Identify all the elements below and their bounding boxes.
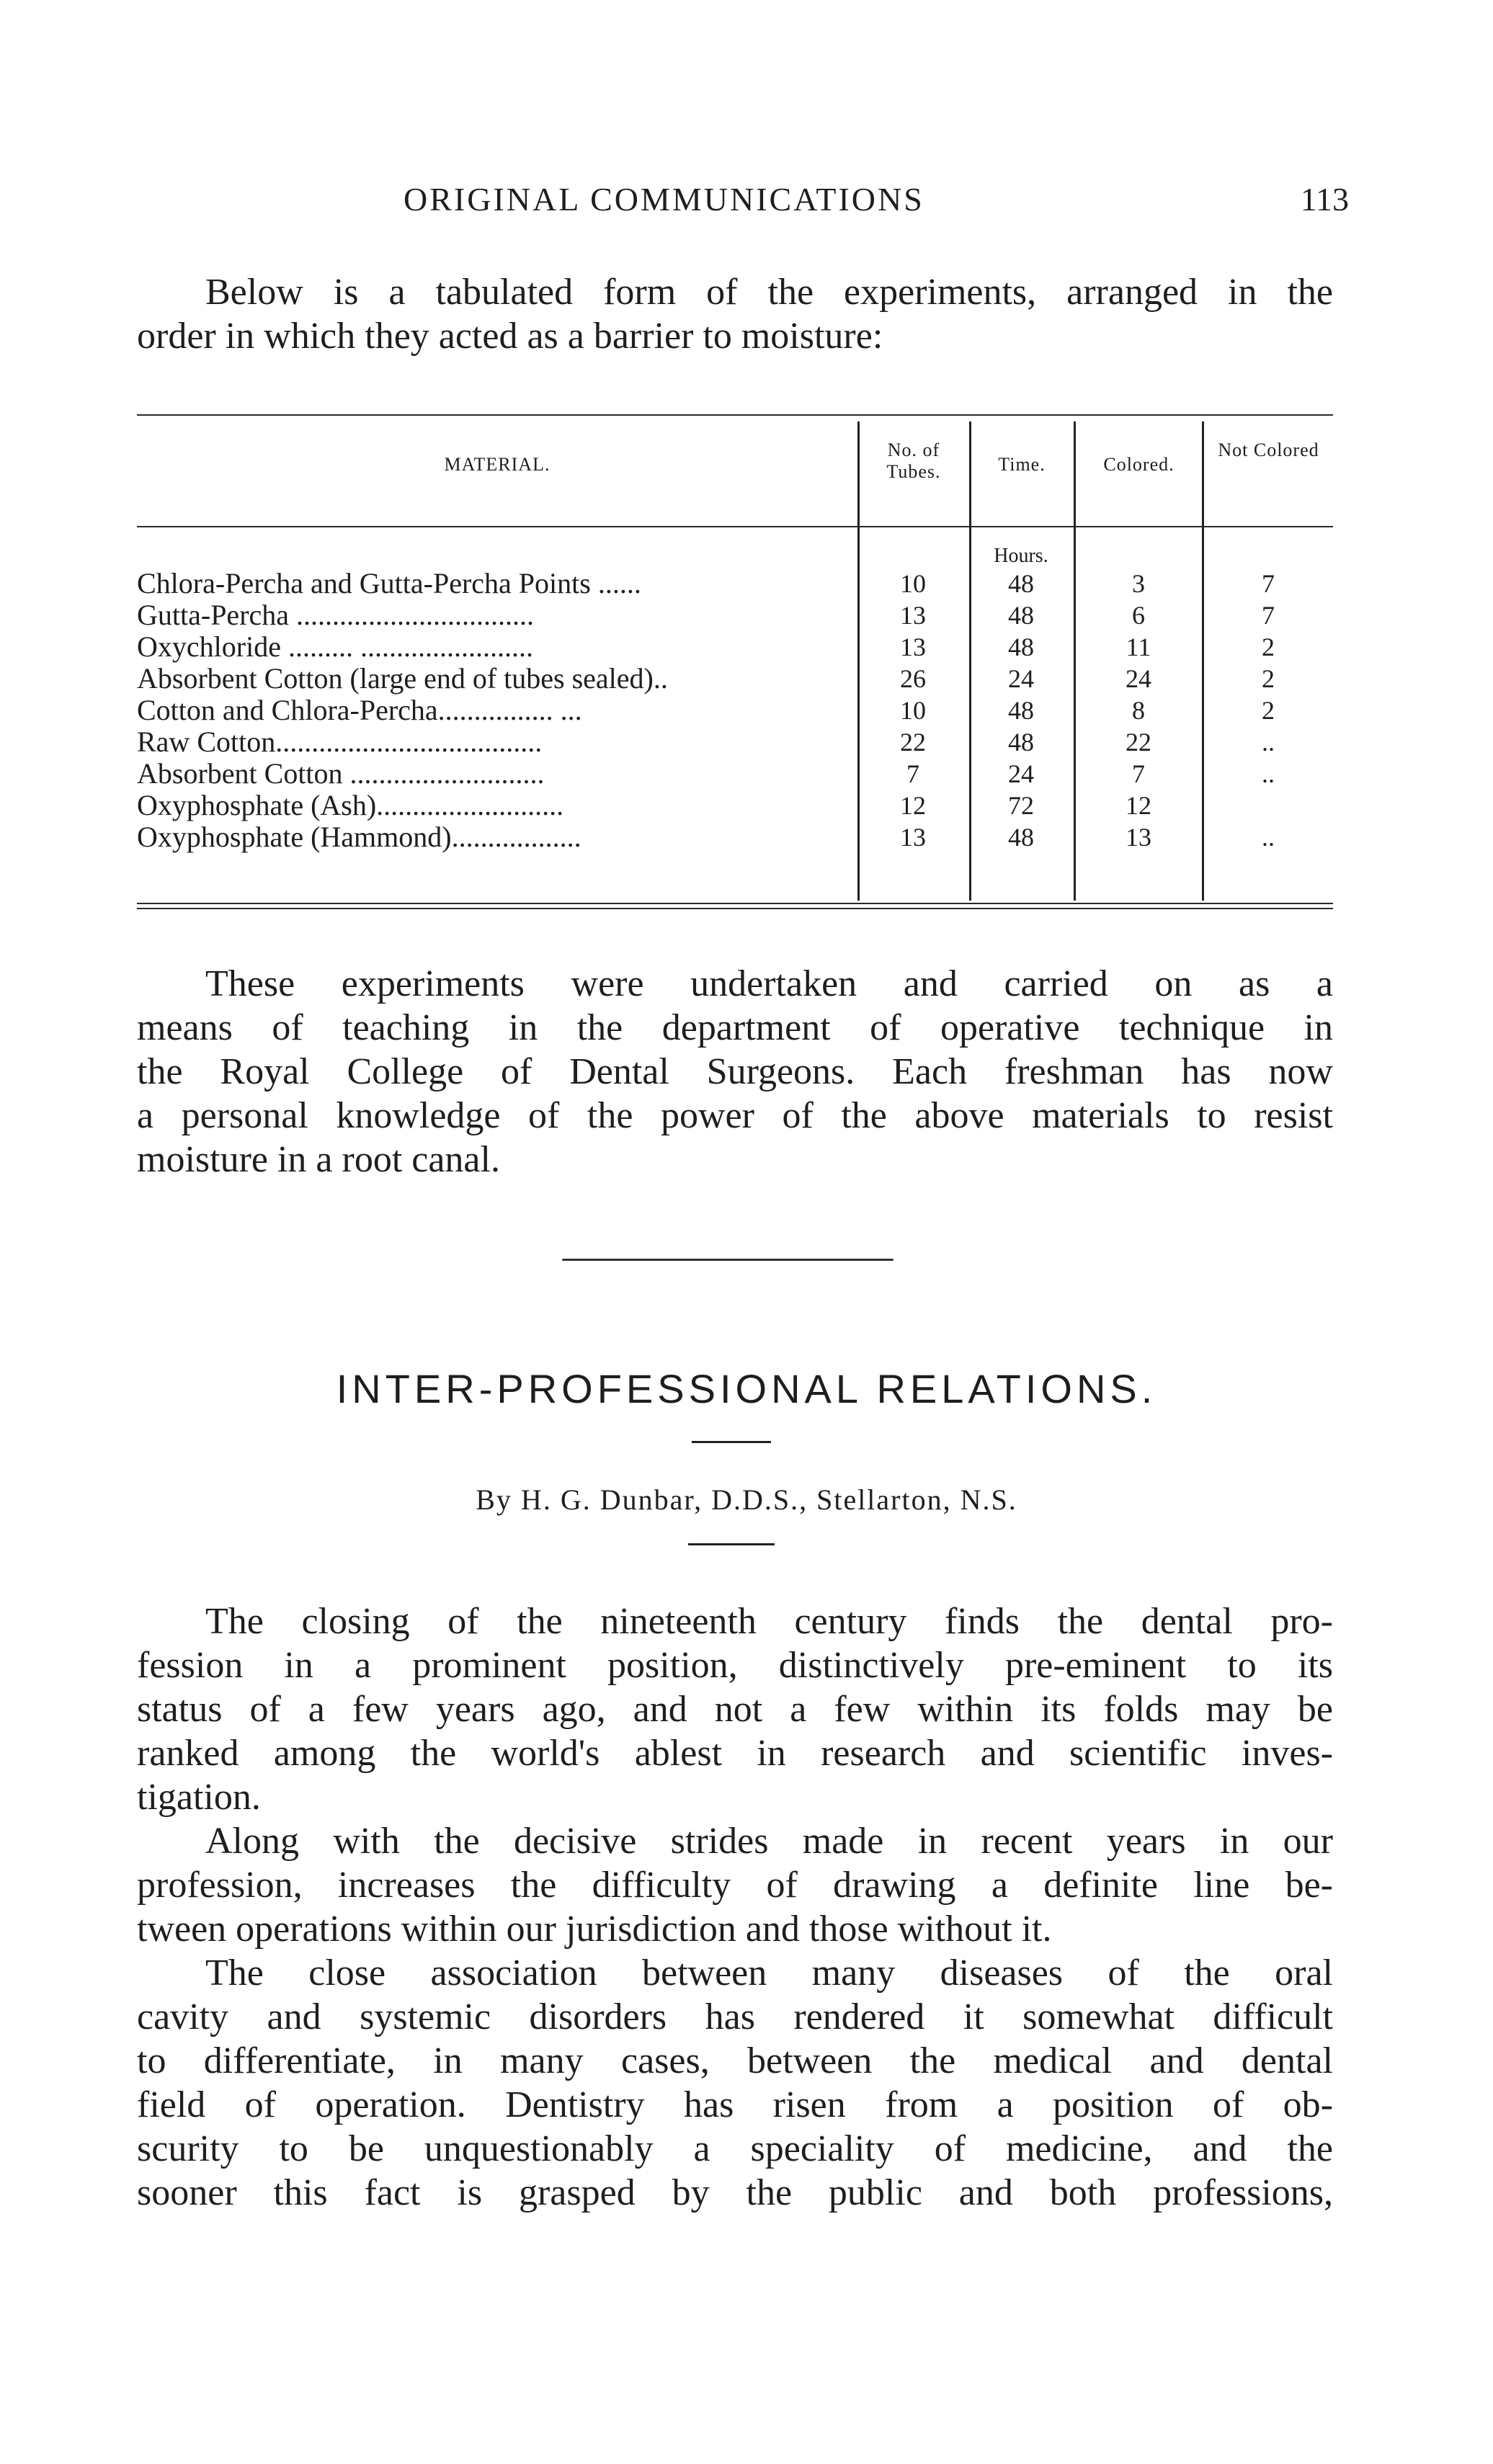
table-cell-not-colored: .. — [1262, 759, 1275, 788]
table-cell-time: 72 — [1008, 791, 1034, 820]
text-line: moisture in a root canal. — [137, 1139, 500, 1180]
table-cell-not-colored: 7 — [1262, 569, 1275, 598]
table-cell-tubes: 26 — [900, 664, 926, 693]
table-cell-time: 24 — [1008, 759, 1034, 788]
table-cell-material: Gutta-Percha ................................. — [137, 599, 535, 631]
table-cell-material: Absorbent Cotton (large end of tubes sealed).. — [137, 662, 668, 695]
table-cell-not-colored: .. — [1262, 823, 1275, 852]
table-cell-tubes: 10 — [900, 569, 926, 598]
table-cell-time: 48 — [1008, 601, 1034, 630]
table-cell-not-colored: 2 — [1262, 696, 1275, 725]
table-cell-material: Raw Cotton..................................... — [137, 726, 543, 758]
table-cell-colored: 24 — [1126, 664, 1151, 693]
column-divider — [1074, 421, 1076, 901]
text-line: cavity and systemic disorders has rendered it somewhat difficult — [137, 1996, 1333, 2037]
experiments-paragraph — [137, 962, 1333, 1182]
table-cell-tubes: 10 — [900, 696, 926, 725]
time-unit: Hours. — [994, 545, 1048, 567]
table-cell-colored: 13 — [1126, 823, 1151, 852]
table-cell-not-colored: 2 — [1262, 633, 1275, 661]
text-line: to differentiate, in many cases, between the medical and dental — [137, 2040, 1333, 2081]
page-number: 113 — [1300, 181, 1349, 218]
table-cell-time: 48 — [1008, 823, 1034, 852]
table-cell-material: Absorbent Cotton ........................... — [137, 757, 545, 790]
text-line: means of teaching in the department of operative technique in — [137, 1007, 1333, 1048]
text-line: These experiments were undertaken and carried on as a — [205, 963, 1333, 1004]
table-cell-tubes: 13 — [900, 601, 926, 630]
table-cell-time: 48 — [1008, 569, 1034, 598]
header-not-colored: Not Colored — [1218, 439, 1319, 460]
table-cell-time: 48 — [1008, 696, 1034, 725]
table-cell-colored: 12 — [1126, 791, 1151, 820]
table-cell-material: Chlora-Percha and Gutta-Percha Points ...... — [137, 567, 641, 599]
table-top-rule — [137, 414, 1333, 416]
text-line: ranked among the world's ablest in research and scientific inves- — [137, 1733, 1333, 1774]
text-line: Below is a tabulated form of the experiments, arranged in the — [205, 272, 1333, 313]
table-cell-tubes: 7 — [906, 759, 919, 788]
text-line: The closing of the nineteenth century finds the dental pro- — [205, 1601, 1333, 1642]
article-title: INTER-PROFESSIONAL RELATIONS. — [336, 1366, 1157, 1411]
intro-paragraph — [137, 270, 1333, 358]
table-cell-colored: 22 — [1126, 728, 1151, 756]
header-colored: Colored. — [1103, 454, 1175, 475]
column-divider — [969, 421, 971, 901]
table-cell-time: 48 — [1008, 633, 1034, 661]
table-cell-colored: 7 — [1132, 759, 1145, 788]
experiments-table — [137, 414, 1333, 926]
table-bottom-rule-2 — [137, 908, 1333, 909]
text-line: tween operations within our jurisdiction and those without it. — [137, 1909, 1052, 1950]
text-line: scurity to be unquestionably a speciality of medicine, and the — [137, 2128, 1333, 2169]
table-cell-time: 48 — [1008, 728, 1034, 756]
text-line: profession, increases the difficulty of drawing a definite line be- — [137, 1865, 1333, 1906]
text-line: sooner this fact is grasped by the public and both professions, — [137, 2172, 1333, 2213]
article-paragraph-3 — [137, 1951, 1333, 2215]
byline-rule — [688, 1543, 775, 1545]
text-line: status of a few years ago, and not a few within its folds may be — [137, 1689, 1333, 1730]
text-line: the Royal College of Dental Surgeons. Each freshman has now — [137, 1051, 1333, 1092]
table-cell-material: Oxychloride ......... ........................ — [137, 630, 533, 663]
table-cell-tubes: 22 — [900, 728, 926, 756]
table-bottom-rule — [137, 903, 1333, 904]
section-divider-ornament — [562, 1257, 893, 1263]
table-cell-tubes: 12 — [900, 791, 926, 820]
article-paragraph-1 — [137, 1599, 1333, 1819]
text-line: tigation. — [137, 1777, 261, 1818]
header-material: MATERIAL. — [444, 454, 551, 475]
text-line: a personal knowledge of the power of the above materials to resist — [137, 1095, 1333, 1136]
table-cell-not-colored — [1221, 790, 1315, 821]
table-header-rule — [137, 526, 1333, 527]
text-line: fession in a prominent position, distinctively pre-eminent to its — [137, 1645, 1333, 1686]
column-divider — [1202, 421, 1204, 901]
table-cell-not-colored: .. — [1262, 728, 1275, 756]
text-line: field of operation. Dentistry has risen from a position of ob- — [137, 2084, 1333, 2125]
header-tubes: No. of Tubes. — [886, 439, 941, 482]
article-byline: By H. G. Dunbar, D.D.S., Stellarton, N.S. — [476, 1483, 1017, 1516]
table-cell-material: Cotton and Chlora-Percha................ ... — [137, 694, 582, 726]
table-cell-material: Oxyphosphate (Hammond).................. — [137, 821, 581, 853]
text-line: The close association between many diseases of the oral — [205, 1952, 1333, 1994]
table-cell-colored: 8 — [1132, 696, 1145, 725]
table-cell-not-colored: 2 — [1262, 664, 1275, 693]
column-divider — [857, 421, 860, 901]
table-cell-colored: 6 — [1132, 601, 1145, 630]
table-cell-tubes: 13 — [900, 823, 926, 852]
table-cell-colored: 11 — [1126, 633, 1151, 661]
table-cell-tubes: 13 — [900, 633, 926, 661]
table-cell-time: 24 — [1008, 664, 1034, 693]
title-rule — [692, 1441, 771, 1443]
table-cell-colored: 3 — [1132, 569, 1145, 598]
article-paragraph-2 — [137, 1819, 1333, 1951]
text-line: Along with the decisive strides made in recent years in our — [205, 1821, 1333, 1862]
header-time: Time. — [998, 454, 1046, 475]
text-line: order in which they acted as a barrier to moisture: — [137, 316, 883, 357]
table-cell-not-colored: 7 — [1262, 601, 1275, 630]
running-title: ORIGINAL COMMUNICATIONS — [404, 181, 924, 218]
table-cell-material: Oxyphosphate (Ash).......................... — [137, 789, 564, 821]
running-head — [404, 180, 1349, 223]
